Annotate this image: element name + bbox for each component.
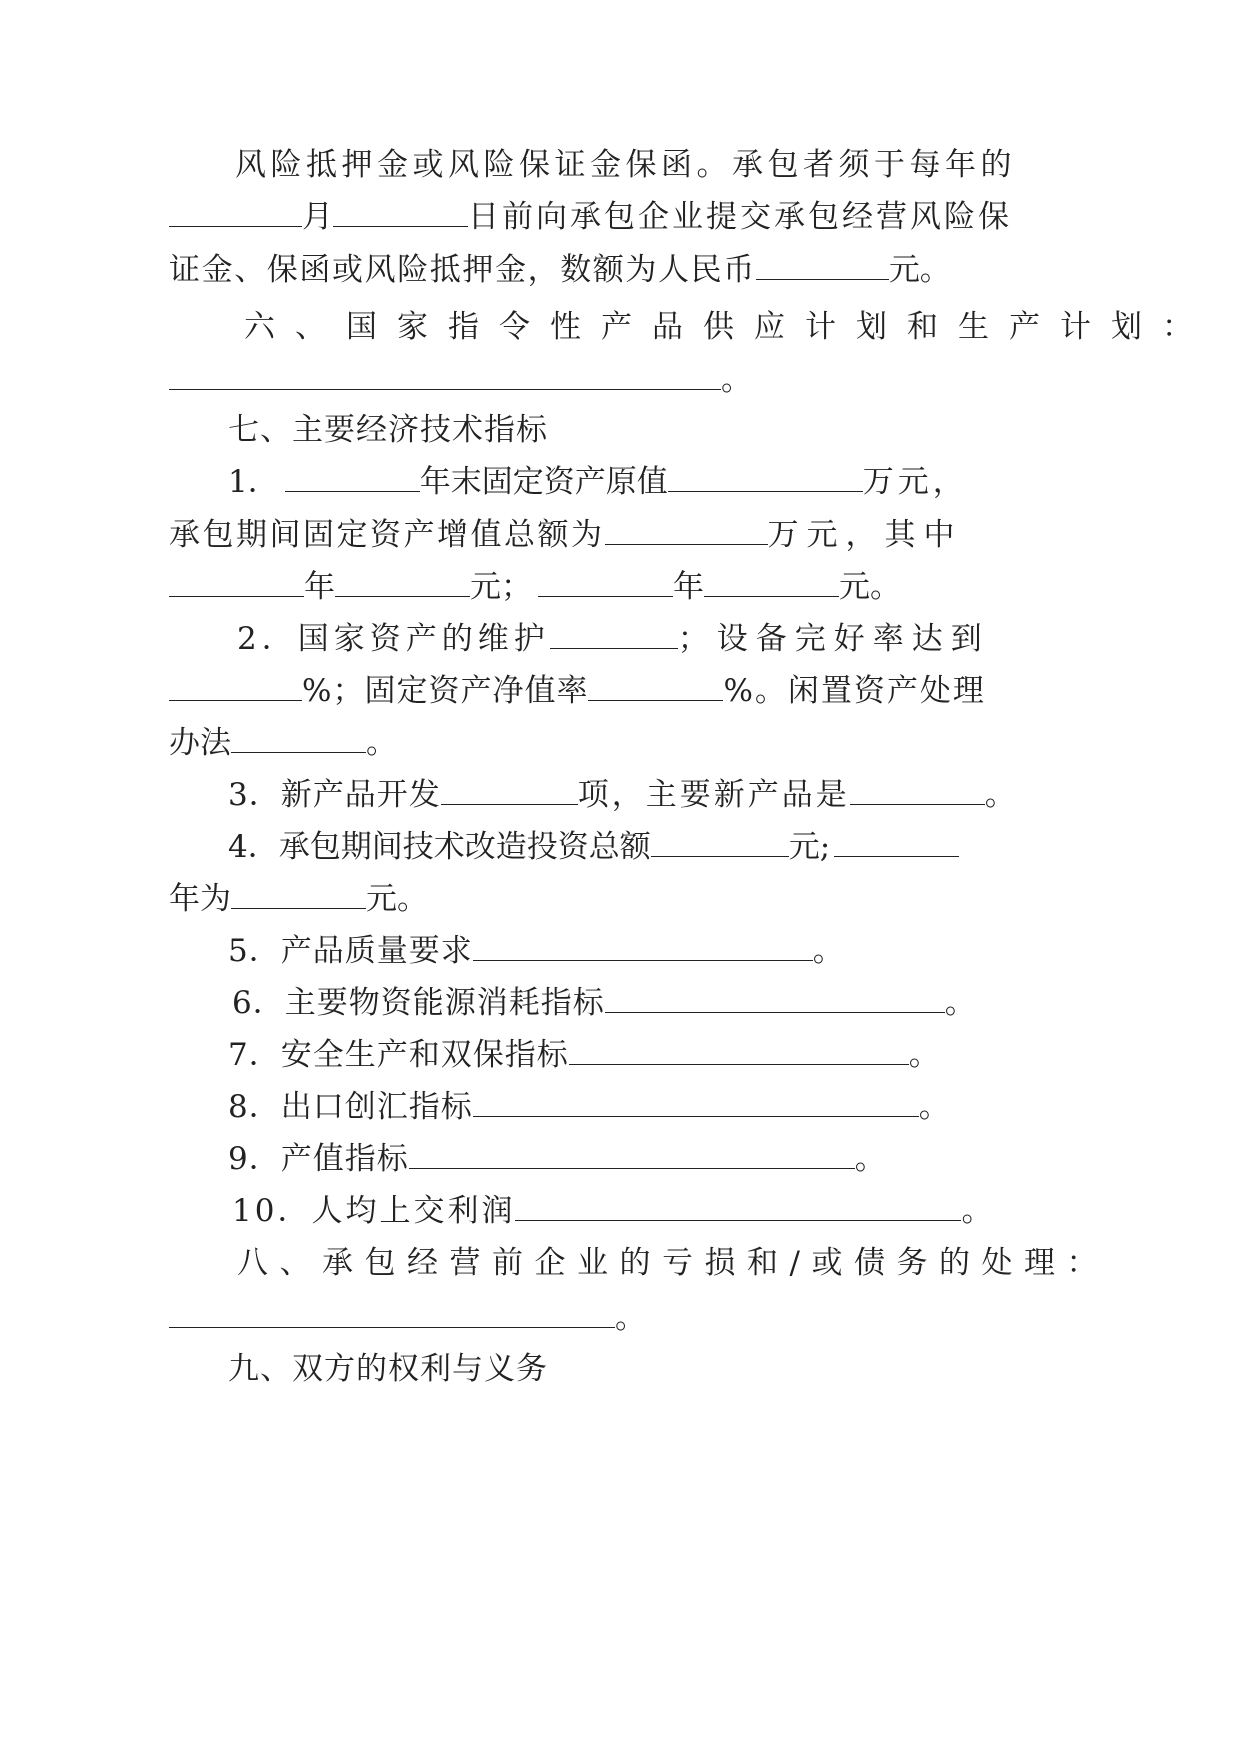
- text-line: [169, 360, 752, 400]
- text-run: 九、双方的权利与义务: [228, 1351, 548, 1387]
- text-run: 年: [673, 569, 704, 605]
- text-line: [169, 671, 986, 711]
- text-run: 10．人均上交利润: [232, 1193, 516, 1229]
- text-line: [169, 567, 901, 607]
- text-line: [169, 515, 963, 555]
- text-run: 元。: [366, 881, 428, 917]
- fill-blank[interactable]: [169, 197, 302, 227]
- text-line: [228, 775, 1016, 815]
- fill-blank[interactable]: [169, 671, 302, 701]
- fill-blank[interactable]: [515, 1191, 961, 1221]
- text-run: 5．产品质量要求: [228, 933, 473, 969]
- text-run: 证金、保函或风险抵押金，数额为人民币: [169, 252, 756, 288]
- fill-blank[interactable]: [850, 775, 985, 805]
- text-run: 6．主要物资能源消耗指标: [232, 985, 605, 1021]
- text-run: 八、承包经营前企业的亏损和/或债务的处理：: [237, 1245, 1109, 1281]
- fill-blank[interactable]: [169, 1298, 615, 1328]
- fill-blank[interactable]: [333, 197, 468, 227]
- text-run: 七、主要经济技术指标: [228, 412, 548, 448]
- text-line: [169, 197, 1012, 237]
- text-run: 办法: [169, 725, 231, 761]
- text-run: 4．承包期间技术改造投资总额: [228, 829, 651, 865]
- fill-blank[interactable]: [756, 250, 889, 280]
- text-line: [169, 250, 951, 290]
- text-run: 元;: [788, 829, 831, 865]
- text-run: 六、国家指令性产品供应计划和生产计划：: [244, 309, 1213, 345]
- text-run: %。闲置资产处理: [723, 673, 986, 709]
- text-run: 1．: [228, 464, 279, 500]
- fill-blank[interactable]: [335, 567, 470, 597]
- fill-blank[interactable]: [473, 1087, 919, 1117]
- text-run: 元；: [470, 569, 532, 605]
- text-run: 风险抵押金或风险保证金保函。承包者须于每年的: [235, 147, 1016, 183]
- text-run: 。: [908, 1037, 940, 1073]
- fill-blank[interactable]: [704, 567, 839, 597]
- section-heading: [237, 1243, 1109, 1283]
- fill-blank[interactable]: [569, 1035, 909, 1065]
- fill-blank[interactable]: [605, 515, 768, 545]
- text-run: 。: [854, 1141, 886, 1177]
- fill-blank[interactable]: [169, 360, 721, 390]
- text-run: 年末固定资产原值: [419, 464, 668, 500]
- text-line: [232, 1191, 992, 1231]
- text-line: [169, 723, 397, 763]
- text-run: 8．出口创汇指标: [228, 1089, 473, 1125]
- text-run: 。: [721, 362, 752, 398]
- text-line: [228, 1139, 886, 1179]
- text-run: 月: [302, 199, 333, 235]
- fill-blank[interactable]: [285, 462, 420, 492]
- section-heading: [244, 307, 1213, 347]
- fill-blank[interactable]: [169, 567, 304, 597]
- text-run: 2．国家资产的维护: [237, 621, 550, 657]
- text-run: 。: [366, 725, 397, 761]
- text-line: [237, 619, 990, 659]
- text-run: ；设备完好率达到: [677, 621, 990, 657]
- text-line: [235, 145, 1016, 185]
- section-heading: [228, 410, 548, 450]
- text-run: 。: [812, 933, 844, 969]
- fill-blank[interactable]: [538, 567, 673, 597]
- text-run: 年为: [169, 881, 231, 917]
- text-run: 元。: [839, 569, 901, 605]
- text-run: 。: [984, 777, 1016, 813]
- text-line: [232, 983, 976, 1023]
- text-run: 年: [304, 569, 335, 605]
- fill-blank[interactable]: [473, 931, 813, 961]
- text-run: 万元，: [862, 464, 968, 500]
- fill-blank[interactable]: [550, 619, 678, 649]
- text-line: [169, 1298, 646, 1338]
- text-run: 9．产值指标: [228, 1141, 409, 1177]
- fill-blank[interactable]: [834, 827, 959, 857]
- fill-blank[interactable]: [588, 671, 723, 701]
- fill-blank[interactable]: [605, 983, 945, 1013]
- fill-blank[interactable]: [231, 879, 366, 909]
- text-line: [228, 1087, 950, 1127]
- text-run: 。: [615, 1300, 646, 1336]
- text-run: 。: [961, 1193, 993, 1229]
- text-run: 元。: [888, 252, 951, 288]
- fill-blank[interactable]: [409, 1139, 855, 1169]
- fill-blank[interactable]: [441, 775, 578, 805]
- fill-blank[interactable]: [668, 462, 863, 492]
- text-line: [228, 827, 959, 867]
- section-heading: [228, 1349, 548, 1389]
- text-run: 承包期间固定资产增值总额为: [169, 517, 605, 553]
- text-run: 。: [918, 1089, 950, 1125]
- text-line: [228, 1035, 940, 1075]
- text-run: 万元，其中: [767, 517, 963, 553]
- text-run: 7．安全生产和双保指标: [228, 1037, 569, 1073]
- text-run: 。: [944, 985, 976, 1021]
- text-line: [228, 462, 968, 502]
- text-run: 日前向承包企业提交承包经营风险保: [468, 199, 1012, 235]
- text-line: [228, 931, 844, 971]
- fill-blank[interactable]: [651, 827, 789, 857]
- text-run: 项，主要新产品是: [577, 777, 850, 813]
- text-run: %；固定资产净值率: [302, 673, 589, 709]
- text-run: 3．新产品开发: [228, 777, 441, 813]
- fill-blank[interactable]: [231, 723, 366, 753]
- text-line: [169, 879, 428, 919]
